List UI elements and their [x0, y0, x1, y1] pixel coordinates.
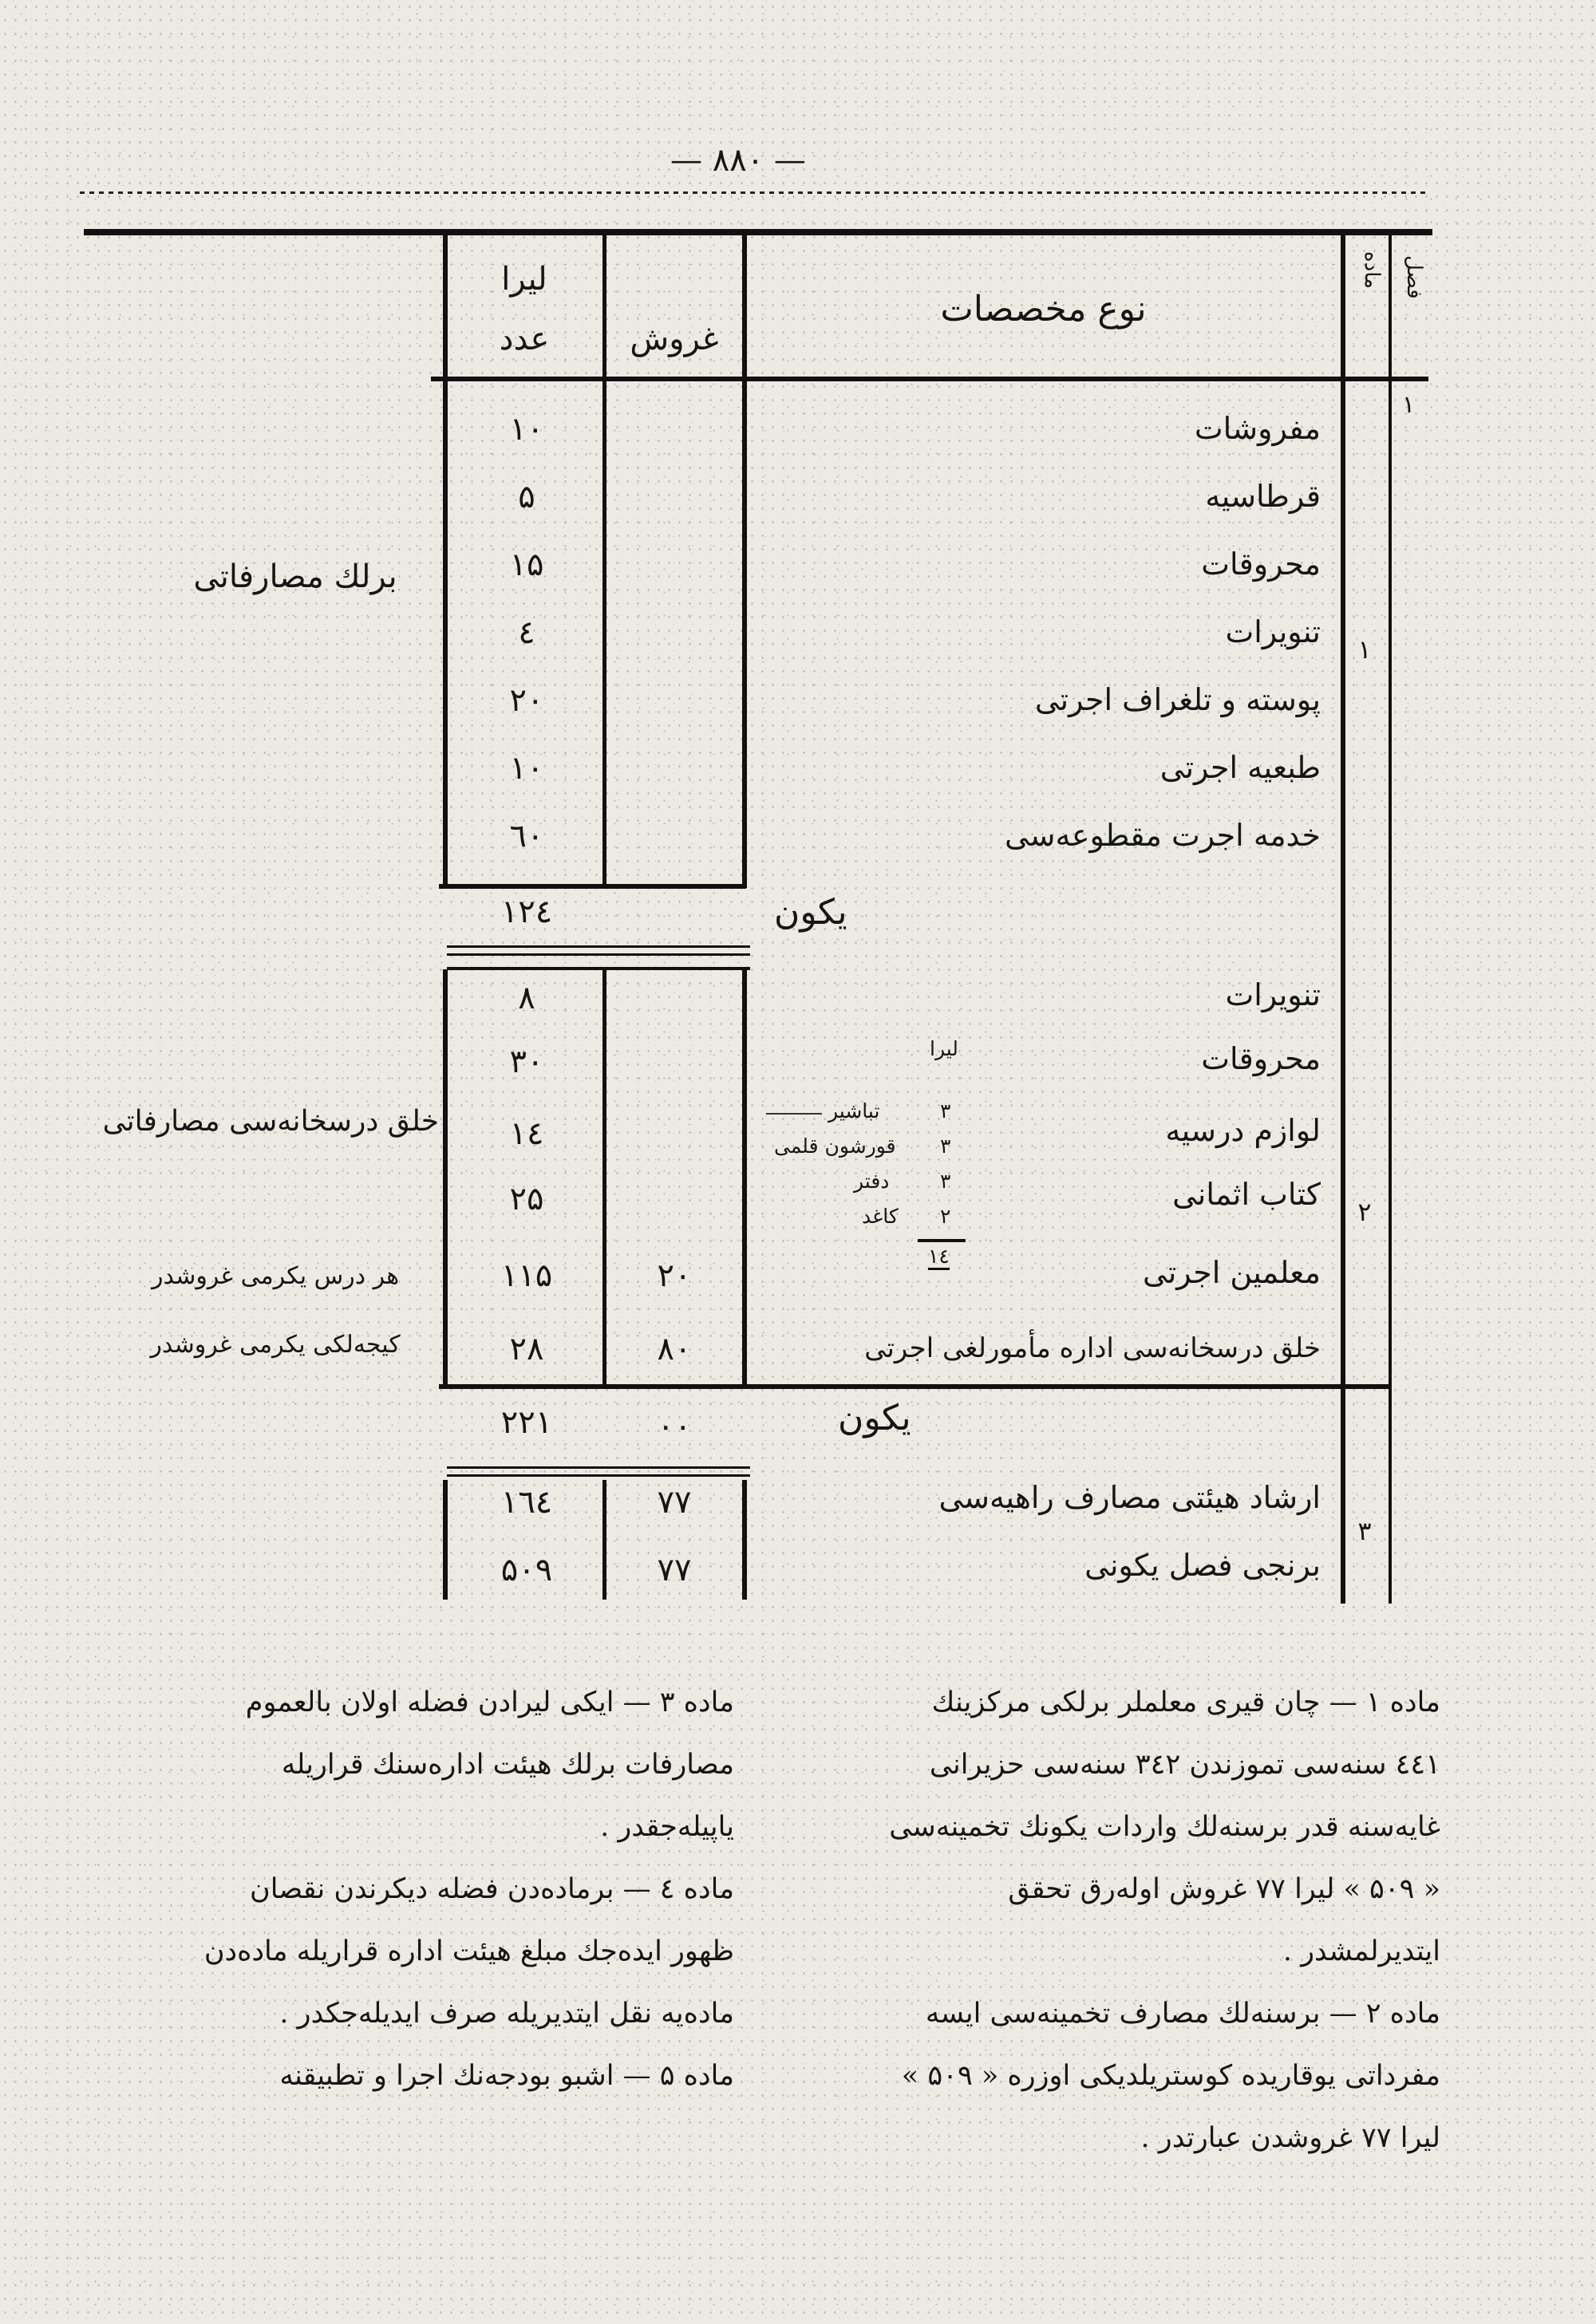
- article-line: ماده ۱ — چان قیری معلملر برلکی مرکزینك: [931, 1687, 1440, 1718]
- lira-col-rule-s1: [443, 381, 448, 888]
- s3-row2-label: برنجی فصل یکونی: [1084, 1548, 1321, 1583]
- s1-row4-label: تنویرات: [1225, 614, 1321, 649]
- article-line: لیرا ۷۷ غروشدن عبارتدر .: [1140, 2122, 1440, 2154]
- article-line: یاپیله‌جقدر .: [600, 1811, 734, 1843]
- s1-row4-lira: ٤: [518, 614, 535, 651]
- kurus-col-rule-header: [602, 231, 606, 383]
- article-line: غایه‌سنه قدر برسنه‌لك واردات یکونك تخمینه‌سی: [889, 1811, 1440, 1843]
- s3-row2-lira: ۵۰۹: [500, 1552, 553, 1588]
- type-col-rule-s3: [742, 1480, 747, 1600]
- s1-row6-lira: ۱۰: [509, 750, 544, 787]
- section2-total-label: یکون: [838, 1398, 911, 1438]
- section1-total-label: یکون: [774, 892, 847, 933]
- section2-bottom-rule: [439, 1384, 1389, 1389]
- page-number: — ۸۸۰ —: [670, 142, 806, 179]
- header-madde: ماده: [1360, 251, 1384, 290]
- section3-madde-number: ۳: [1357, 1516, 1372, 1546]
- s2-row5-note: هر درس یکرمی غروشدر: [151, 1262, 400, 1290]
- s1-row3-label: محروقات: [1201, 546, 1321, 582]
- article-line: « ۵۰۹ » لیرا ۷۷ غروش اوله‌رق تحقق: [1008, 1873, 1440, 1905]
- section2-top-rule: [447, 967, 750, 970]
- s2-row5-kurus: ۲۰: [657, 1257, 692, 1294]
- total2-rule-b: [447, 1474, 750, 1477]
- breakdown-amount-1: ۳: [940, 1099, 951, 1123]
- total1-rule-b: [447, 953, 750, 956]
- s1-row2-lira: ۵: [518, 479, 535, 515]
- s2-row3-label: لوازم درسیه: [1165, 1113, 1321, 1148]
- type-col-rule-s1: [742, 381, 747, 888]
- s3-row1-lira: ۱٦٤: [500, 1484, 553, 1521]
- breakdown-name-2: قورشون قلمی: [774, 1134, 896, 1158]
- s2-row5-label: معلمین اجرتی: [1143, 1255, 1321, 1290]
- header-type: نوع مخصصات: [940, 289, 1147, 329]
- s1-row5-label: پوسته و تلغراف اجرتی: [1034, 682, 1321, 717]
- kurus-col-rule-s2: [602, 969, 606, 1388]
- s1-row1-lira: ۱۰: [509, 411, 544, 448]
- section1-bottom-rule: [439, 884, 746, 889]
- s3-row1-kurus: ۷۷: [657, 1484, 692, 1521]
- article-line: ماده‌یه نقل ایتدیریله صرف ایدیله‌جکدر .: [279, 1998, 734, 2030]
- articles-right-column: [754, 1671, 1440, 2169]
- section1-madde-number: ۱: [1357, 634, 1372, 665]
- s2-row2-lira: ۳۰: [509, 1044, 544, 1080]
- table-top-rule: [84, 229, 1432, 235]
- article-line: ٤٤۱ سنه‌سی تموزندن ۳٤۲ سنه‌سی حزیرانی: [929, 1749, 1440, 1781]
- madde-col-rule: [1341, 231, 1345, 1604]
- lira-col-rule-header: [443, 231, 448, 383]
- s1-row7-lira: ٦۰: [509, 818, 544, 854]
- section2-total-lira: ۲۲۱: [500, 1404, 553, 1441]
- article-line: مصارفات برلك هیئت اداره‌سنك قراریله: [281, 1749, 734, 1781]
- section2-madde-number: ۲: [1357, 1197, 1372, 1227]
- total2-rule-a: [447, 1466, 750, 1469]
- article-line: ماده ۲ — برسنه‌لك مصارف تخمینه‌سی ایسه: [925, 1998, 1440, 2030]
- s2-row6-note: کیجه‌لکی یکرمی غروشدر: [150, 1331, 401, 1359]
- breakdown-amount-2: ۳: [940, 1134, 951, 1158]
- header-lira: لیرا: [501, 261, 547, 298]
- section1-total-lira: ۱۲٤: [500, 894, 553, 930]
- article-line: مفرداتی یوقاریده کوستریلدیکی اوزره « ۵۰۹ »: [901, 2060, 1440, 2092]
- header-dotted-rule: [80, 191, 1428, 194]
- s2-row3-lira: ۱٤: [509, 1115, 544, 1152]
- s2-row2-label: محروقات: [1201, 1041, 1321, 1076]
- breakdown-amount-3: ۳: [940, 1170, 951, 1193]
- article-line: ظهور ایده‌جك مبلغ هیئت اداره قراریله ماده‌دن: [203, 1935, 734, 1967]
- section1-side-note: برلك مصارفاتی: [193, 558, 397, 595]
- breakdown-name-1: تباشیر: [828, 1099, 880, 1123]
- breakdown-sum-rule: [918, 1239, 966, 1242]
- s2-row4-lira: ۲۵: [509, 1181, 544, 1217]
- article-line: ایتدیرلمشدر .: [1282, 1935, 1440, 1967]
- lira-col-rule-s2: [443, 969, 448, 1388]
- breakdown-amount-4: ۲: [940, 1205, 951, 1228]
- s1-row2-label: قرطاسیه: [1205, 479, 1321, 514]
- s2-row1-label: تنویرات: [1225, 977, 1321, 1012]
- s1-row6-label: طبعیه اجرتی: [1159, 750, 1321, 785]
- header-kurus: غروش: [630, 321, 719, 357]
- s2-row6-lira: ۲۸: [509, 1331, 544, 1367]
- s2-row4-label: کتاب اثمانی: [1172, 1177, 1321, 1212]
- breakdown-name-4: کاغد: [862, 1205, 899, 1228]
- lira-col-rule-s3: [443, 1480, 448, 1600]
- article-line: ماده ۵ — اشبو بودجه‌نك اجرا و تطبیقنه: [279, 2060, 734, 2092]
- s1-row7-label: خدمه اجرت مقطوعه‌سی: [1004, 818, 1321, 853]
- header-bottom-rule: [431, 377, 1428, 381]
- type-col-rule: [742, 231, 747, 383]
- breakdown-dash: [766, 1113, 822, 1115]
- s1-row3-lira: ۱۵: [509, 546, 544, 583]
- s2-row6-label: خلق درسخانه‌سی اداره مأمورلغی اجرتی: [864, 1332, 1321, 1364]
- section2-side-note: خلق درسخانه‌سی مصارفاتی: [102, 1105, 439, 1138]
- s1-row1-label: مفروشات: [1194, 411, 1321, 446]
- section2-total-kurus: ۰۰: [657, 1408, 692, 1445]
- s3-row1-label: ارشاد هیئتی مصارف راهیه‌سی: [938, 1480, 1321, 1515]
- article-line: ماده ۳ — ایکی لیرادن فضله اولان بالعموم: [245, 1687, 734, 1718]
- fasil-col-rule: [1389, 231, 1392, 1604]
- s2-row1-lira: ۸: [518, 980, 535, 1016]
- kurus-col-rule-s1: [602, 381, 606, 888]
- section1-fasil-number: ۱: [1401, 391, 1416, 419]
- header-fasil: فصل: [1402, 255, 1426, 299]
- breakdown-total: ۱٤: [928, 1245, 950, 1270]
- articles-left-column: [48, 1671, 734, 2107]
- total1-rule-a: [447, 945, 750, 948]
- s2-row6-kurus: ۸۰: [657, 1331, 692, 1367]
- s1-row5-lira: ۲۰: [509, 682, 544, 719]
- header-adet: عدد: [499, 321, 550, 357]
- type-col-rule-s2: [742, 969, 747, 1388]
- s3-row2-kurus: ۷۷: [657, 1552, 692, 1588]
- article-line: ماده ٤ — برماده‌دن فضله دیکرندن نقصان: [250, 1873, 734, 1905]
- breakdown-name-3: دفتر: [854, 1170, 890, 1193]
- s2-row5-lira: ۱۱۵: [500, 1257, 553, 1294]
- breakdown-unit: لیرا: [930, 1037, 958, 1060]
